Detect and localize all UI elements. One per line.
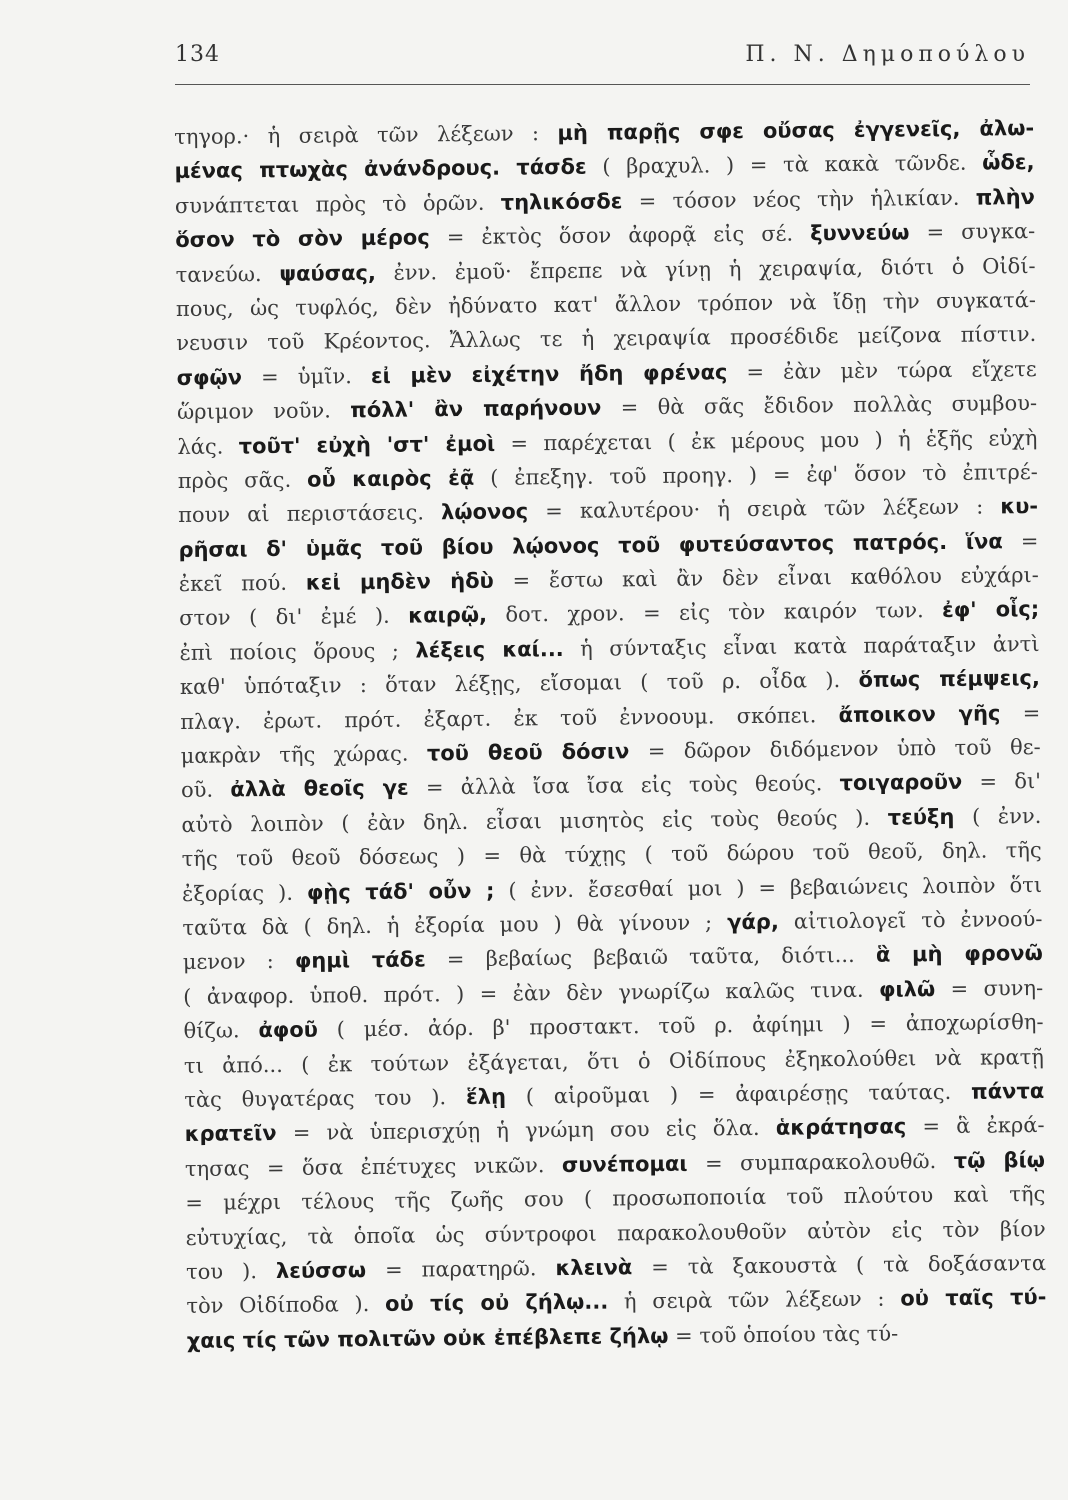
lemma-term: τεύξη bbox=[887, 804, 955, 830]
gloss-text: πλαγ. ἐρωτ. πρότ. ἐξαρτ. ἐκ τοῦ ἐννοουμ. σκόπει. bbox=[180, 702, 839, 734]
gloss-text: οῦ. bbox=[180, 777, 231, 803]
gloss-text: θίζω. bbox=[183, 1018, 259, 1044]
gloss-text: τηγορ.· ἡ σειρὰ τῶν λέξεων : bbox=[174, 120, 558, 149]
lemma-term: κλεινὰ bbox=[555, 1255, 633, 1280]
gloss-text: = παρέχεται ( ἐκ μέρους μου ) ἡ ἑξῆς εὐχὴ bbox=[494, 425, 1038, 456]
gloss-text: ( αἱροῦμαι ) = ἀφαιρέσῃς ταύτας. bbox=[505, 1079, 972, 1109]
header-rule bbox=[175, 84, 1030, 85]
lemma-term: ἕλῃ bbox=[465, 1084, 507, 1109]
gloss-text: ( ἐνν. bbox=[954, 803, 1042, 829]
gloss-text: ( ἐπεξηγ. τοῦ προηγ. ) = ἐφ' ὅσον τὸ ἐπιτρέ- bbox=[474, 459, 1038, 490]
gloss-text: = συμπαρακολουθῶ. bbox=[687, 1148, 954, 1176]
gloss-text: νευσιν τοῦ Κρέοντος. Ἄλλως τε ἡ χειραψία προσέδιδε μείζονα πίστιν. bbox=[176, 322, 1037, 356]
gloss-text: = bbox=[1000, 700, 1041, 726]
gloss-text: στον ( δι' ἐμέ ). bbox=[179, 604, 409, 631]
gloss-text: = ἔστω καὶ ἂν δὲν εἶναι καθόλου εὐχάρι- bbox=[493, 563, 1039, 593]
lemma-term: οὐ τίς οὐ ζήλῳ... bbox=[384, 1289, 609, 1317]
gloss-text: δοτ. χρον. = εἰς τὸν καιρόν των. bbox=[486, 598, 943, 628]
gloss-text: τὰς θυγατέρας του ). bbox=[184, 1084, 467, 1112]
gloss-text: αἰτιολογεῖ τὸ ἐννοού- bbox=[778, 906, 1043, 934]
gloss-text: ( βραχυλ. ) = τὰ κακὰ τῶνδε. bbox=[586, 150, 983, 180]
gloss-text: = βεβαίως βεβαιῶ ταῦτα, διότι... bbox=[425, 943, 877, 972]
lemma-term: κρατεῖν bbox=[184, 1121, 277, 1147]
lemma-term: φημὶ τάδε bbox=[294, 947, 426, 974]
gloss-text: = ἐκτὸς ὅσον ἀφορᾷ εἰς σέ. bbox=[429, 221, 811, 250]
gloss-text: τὸν Οἰδίποδα ). bbox=[186, 1292, 386, 1319]
gloss-text: = ὑμῖν. bbox=[241, 363, 372, 390]
running-head: Π. Ν. Δημοπούλου bbox=[745, 42, 1030, 67]
gloss-text: τησας = ὅσα ἐπέτυχες νικῶν. bbox=[184, 1152, 563, 1181]
gloss-text: αὐτὸ λοιπὸν ( ἐὰν δηλ. εἶσαι μισητὸς εἰς τοὺς θεούς ). bbox=[181, 805, 888, 837]
lemma-term: τηλικόσδε bbox=[500, 189, 623, 215]
gloss-text: = δῶρον διδόμενον ὑπὸ τοῦ θε- bbox=[629, 734, 1041, 764]
gloss-text: = ἀλλὰ ἴσα ἴσα εἰς τοὺς θεούς. bbox=[408, 771, 840, 801]
lemma-term: καιρῷ, bbox=[408, 603, 488, 629]
lemma-term: τοιγαροῦν bbox=[839, 770, 963, 796]
lemma-term: εἰ μὲν εἰχέτην ἤδη φρένας bbox=[370, 359, 728, 388]
lemma-term: ὅσον τὸ σὸν μέρος bbox=[175, 225, 430, 253]
gloss-text: ἡ σειρὰ τῶν λέξεων : bbox=[608, 1286, 901, 1314]
commentary-text bbox=[174, 111, 1047, 1358]
lemma-term: οὗ καιρὸς ἐᾷ bbox=[306, 465, 475, 492]
gloss-text: = ἐὰν μὲν τώρα εἴχετε bbox=[727, 356, 1037, 384]
lemma-term: πόλλ' ἂν παρήνουν bbox=[350, 395, 602, 423]
gloss-text: πρὸς σᾶς. bbox=[177, 467, 308, 493]
lemma-term: λέξεις καί... bbox=[415, 636, 564, 663]
lemma-term: πλὴν bbox=[975, 184, 1035, 210]
gloss-text: τι ἀπό... ( ἐκ τούτων ἐξάγεται, ὅτι ὁ Οἰδίπους ἐξηκολούθει νὰ κρατῇ bbox=[183, 1044, 1044, 1078]
gloss-text: ταῦτα δὰ ( δηλ. ἡ ἐξορία μου ) θὰ γίνουν ; bbox=[182, 910, 728, 940]
lemma-term: φῂς τάδ' οὖν ; bbox=[306, 878, 495, 905]
gloss-text: ( ἐνν. ἔσεσθαί μοι ) = βεβαιώνεις λοιπὸν ὅτι bbox=[494, 872, 1043, 903]
gloss-text: πουν αἱ περιστάσεις. bbox=[178, 500, 442, 528]
lemma-term: κεἰ μηδὲν ἡδὺ bbox=[305, 568, 494, 595]
gloss-text: ( ἀναφορ. ὑποθ. πρότ. ) = ἐὰν δὲν γνωρίζω καλῶς τινα. bbox=[183, 977, 880, 1009]
gloss-text: ἡ σύνταξις εἶναι κατὰ παράταξιν ἀντὶ bbox=[563, 631, 1040, 661]
lemma-term: πάντα bbox=[970, 1078, 1045, 1104]
lemma-term: ἃ μὴ φρονῶ bbox=[875, 941, 1043, 968]
lemma-term: ἀλλὰ θεοῖς γε bbox=[230, 776, 409, 802]
lemma-term: ἄποικον γῆς bbox=[838, 701, 1001, 727]
gloss-text: ἐξορίας ). bbox=[181, 880, 308, 906]
gloss-text: = καλυτέρου· ἡ σειρὰ τῶν λέξεων : bbox=[528, 494, 1001, 524]
lemma-term: συνέπομαι bbox=[561, 1151, 688, 1177]
lemma-term: τῷ βίῳ bbox=[953, 1147, 1046, 1173]
gloss-text: λάς. bbox=[177, 433, 239, 459]
gloss-text: = συγκα- bbox=[909, 219, 1036, 245]
lemma-term: ἁκράτησας bbox=[775, 1114, 907, 1141]
gloss-text: = τὰ ξακουστὰ ( τὰ δοξάσαντα bbox=[632, 1250, 1047, 1280]
gloss-text: = ἃ ἐκρά- bbox=[906, 1113, 1045, 1139]
lemma-term: φιλῶ bbox=[878, 976, 936, 1002]
lemma-term: ἀφοῦ bbox=[258, 1017, 318, 1043]
page-number: 134 bbox=[175, 42, 220, 67]
lemma-term: οὐ ταῖς τύ- bbox=[900, 1285, 1047, 1311]
lemma-term: λῴονος bbox=[440, 499, 529, 525]
lemma-term: τοῦ θεοῦ δόσιν bbox=[426, 739, 630, 766]
lemma-term: χαις τίς τῶν πολιτῶν οὐκ ἐπέβλεπε ζήλῳ bbox=[186, 1323, 669, 1353]
lemma-term: γάρ, bbox=[726, 909, 779, 935]
gloss-text: = τόσον νέος τὴν ἡλικίαν. bbox=[622, 185, 976, 214]
gloss-text: ( μέσ. ἀόρ. β' προστακτ. τοῦ ρ. ἀφίημι ) = ἀποχωρίσθη- bbox=[317, 1010, 1044, 1042]
gloss-text: ἐκεῖ πού. bbox=[178, 570, 306, 597]
lemma-term: ρῆσαι δ' ὑμᾶς τοῦ βίου λῴονος τοῦ φυτεύσαντος πατρός. ἵνα bbox=[178, 529, 1003, 562]
gloss-text: μενον : bbox=[182, 949, 296, 975]
lemma-term: κυ- bbox=[1000, 494, 1039, 519]
gloss-text: = θὰ σᾶς ἔδιδον πολλὰς συμβου- bbox=[601, 391, 1038, 420]
lemma-term: ψαύσας, bbox=[279, 260, 376, 286]
gloss-text: = παρατηρῶ. bbox=[365, 1255, 556, 1282]
gloss-text: του ). bbox=[185, 1258, 277, 1284]
gloss-text: ἐπὶ ποίοις ὅρους ; bbox=[179, 638, 416, 665]
lemma-term: τοῦτ' εὐχὴ 'στ' ἐμοὶ bbox=[238, 431, 496, 458]
gloss-text: συνάπτεται πρὸς τὸ ὁρῶν. bbox=[174, 190, 501, 218]
gloss-text: ἐνν. ἐμοῦ· ἔπρεπε νὰ γίνῃ ἡ χειραψία, διότι ὁ Οἰδί- bbox=[375, 253, 1036, 285]
gloss-text: = συνη- bbox=[935, 975, 1044, 1001]
lemma-term: ὅπως πέμψεις, bbox=[858, 666, 1041, 693]
gloss-text: τῆς τοῦ θεοῦ δόσεως ) = θὰ τύχῃς ( τοῦ δώρου τοῦ θεοῦ, δηλ. τῆς bbox=[181, 838, 1042, 872]
gloss-text: πους, ὡς τυφλός, δὲν ἠδύνατο κατ' ἄλλον τρόπον νὰ ἴδῃ τὴν συγκατά- bbox=[175, 287, 1037, 321]
gloss-text: ὥριμον νοῦν. bbox=[176, 398, 351, 425]
lemma-term: μὴ παρῇς σφε οὔσας ἐγγενεῖς, ἀλω- bbox=[557, 115, 1035, 145]
gloss-text: = μέχρι τέλους τῆς ζωῆς σου ( προσωποποιία τοῦ πλούτου καὶ τῆς bbox=[185, 1182, 1046, 1216]
gloss-text: καθ' ὑπόταξιν : ὅταν λέξῃς, εἴσομαι ( τοῦ ρ. οἶδα ). bbox=[179, 668, 859, 700]
gloss-text: = bbox=[1002, 528, 1039, 554]
page-header bbox=[175, 42, 1030, 92]
gloss-text: εὐτυχίας, τὰ ὁποῖα ὡς σύντροφοι παρακολουθοῦν αὐτὸν εἰς τὸν βίον bbox=[185, 1216, 1046, 1250]
lemma-term: ἐφ' οἷς; bbox=[941, 597, 1040, 623]
gloss-text: μακρὰν τῆς χώρας. bbox=[180, 741, 428, 768]
gloss-text: = νὰ ὑπερισχύῃ ἡ γνώμη σου εἰς ὅλα. bbox=[276, 1116, 776, 1146]
lemma-term: ὧδε, bbox=[982, 150, 1035, 175]
lemma-term: σφῷν bbox=[176, 365, 243, 390]
lemma-term: λεύσσω bbox=[275, 1257, 367, 1283]
gloss-text: = δι' bbox=[962, 769, 1042, 795]
gloss-text: = τοῦ ὁποίου τὰς τύ- bbox=[668, 1321, 899, 1348]
lemma-term: ξυννεύω bbox=[810, 220, 910, 246]
gloss-text: τανεύω. bbox=[175, 261, 280, 287]
lemma-term: μένας πτωχὰς ἀνάνδρους. τάσδε bbox=[174, 155, 587, 184]
